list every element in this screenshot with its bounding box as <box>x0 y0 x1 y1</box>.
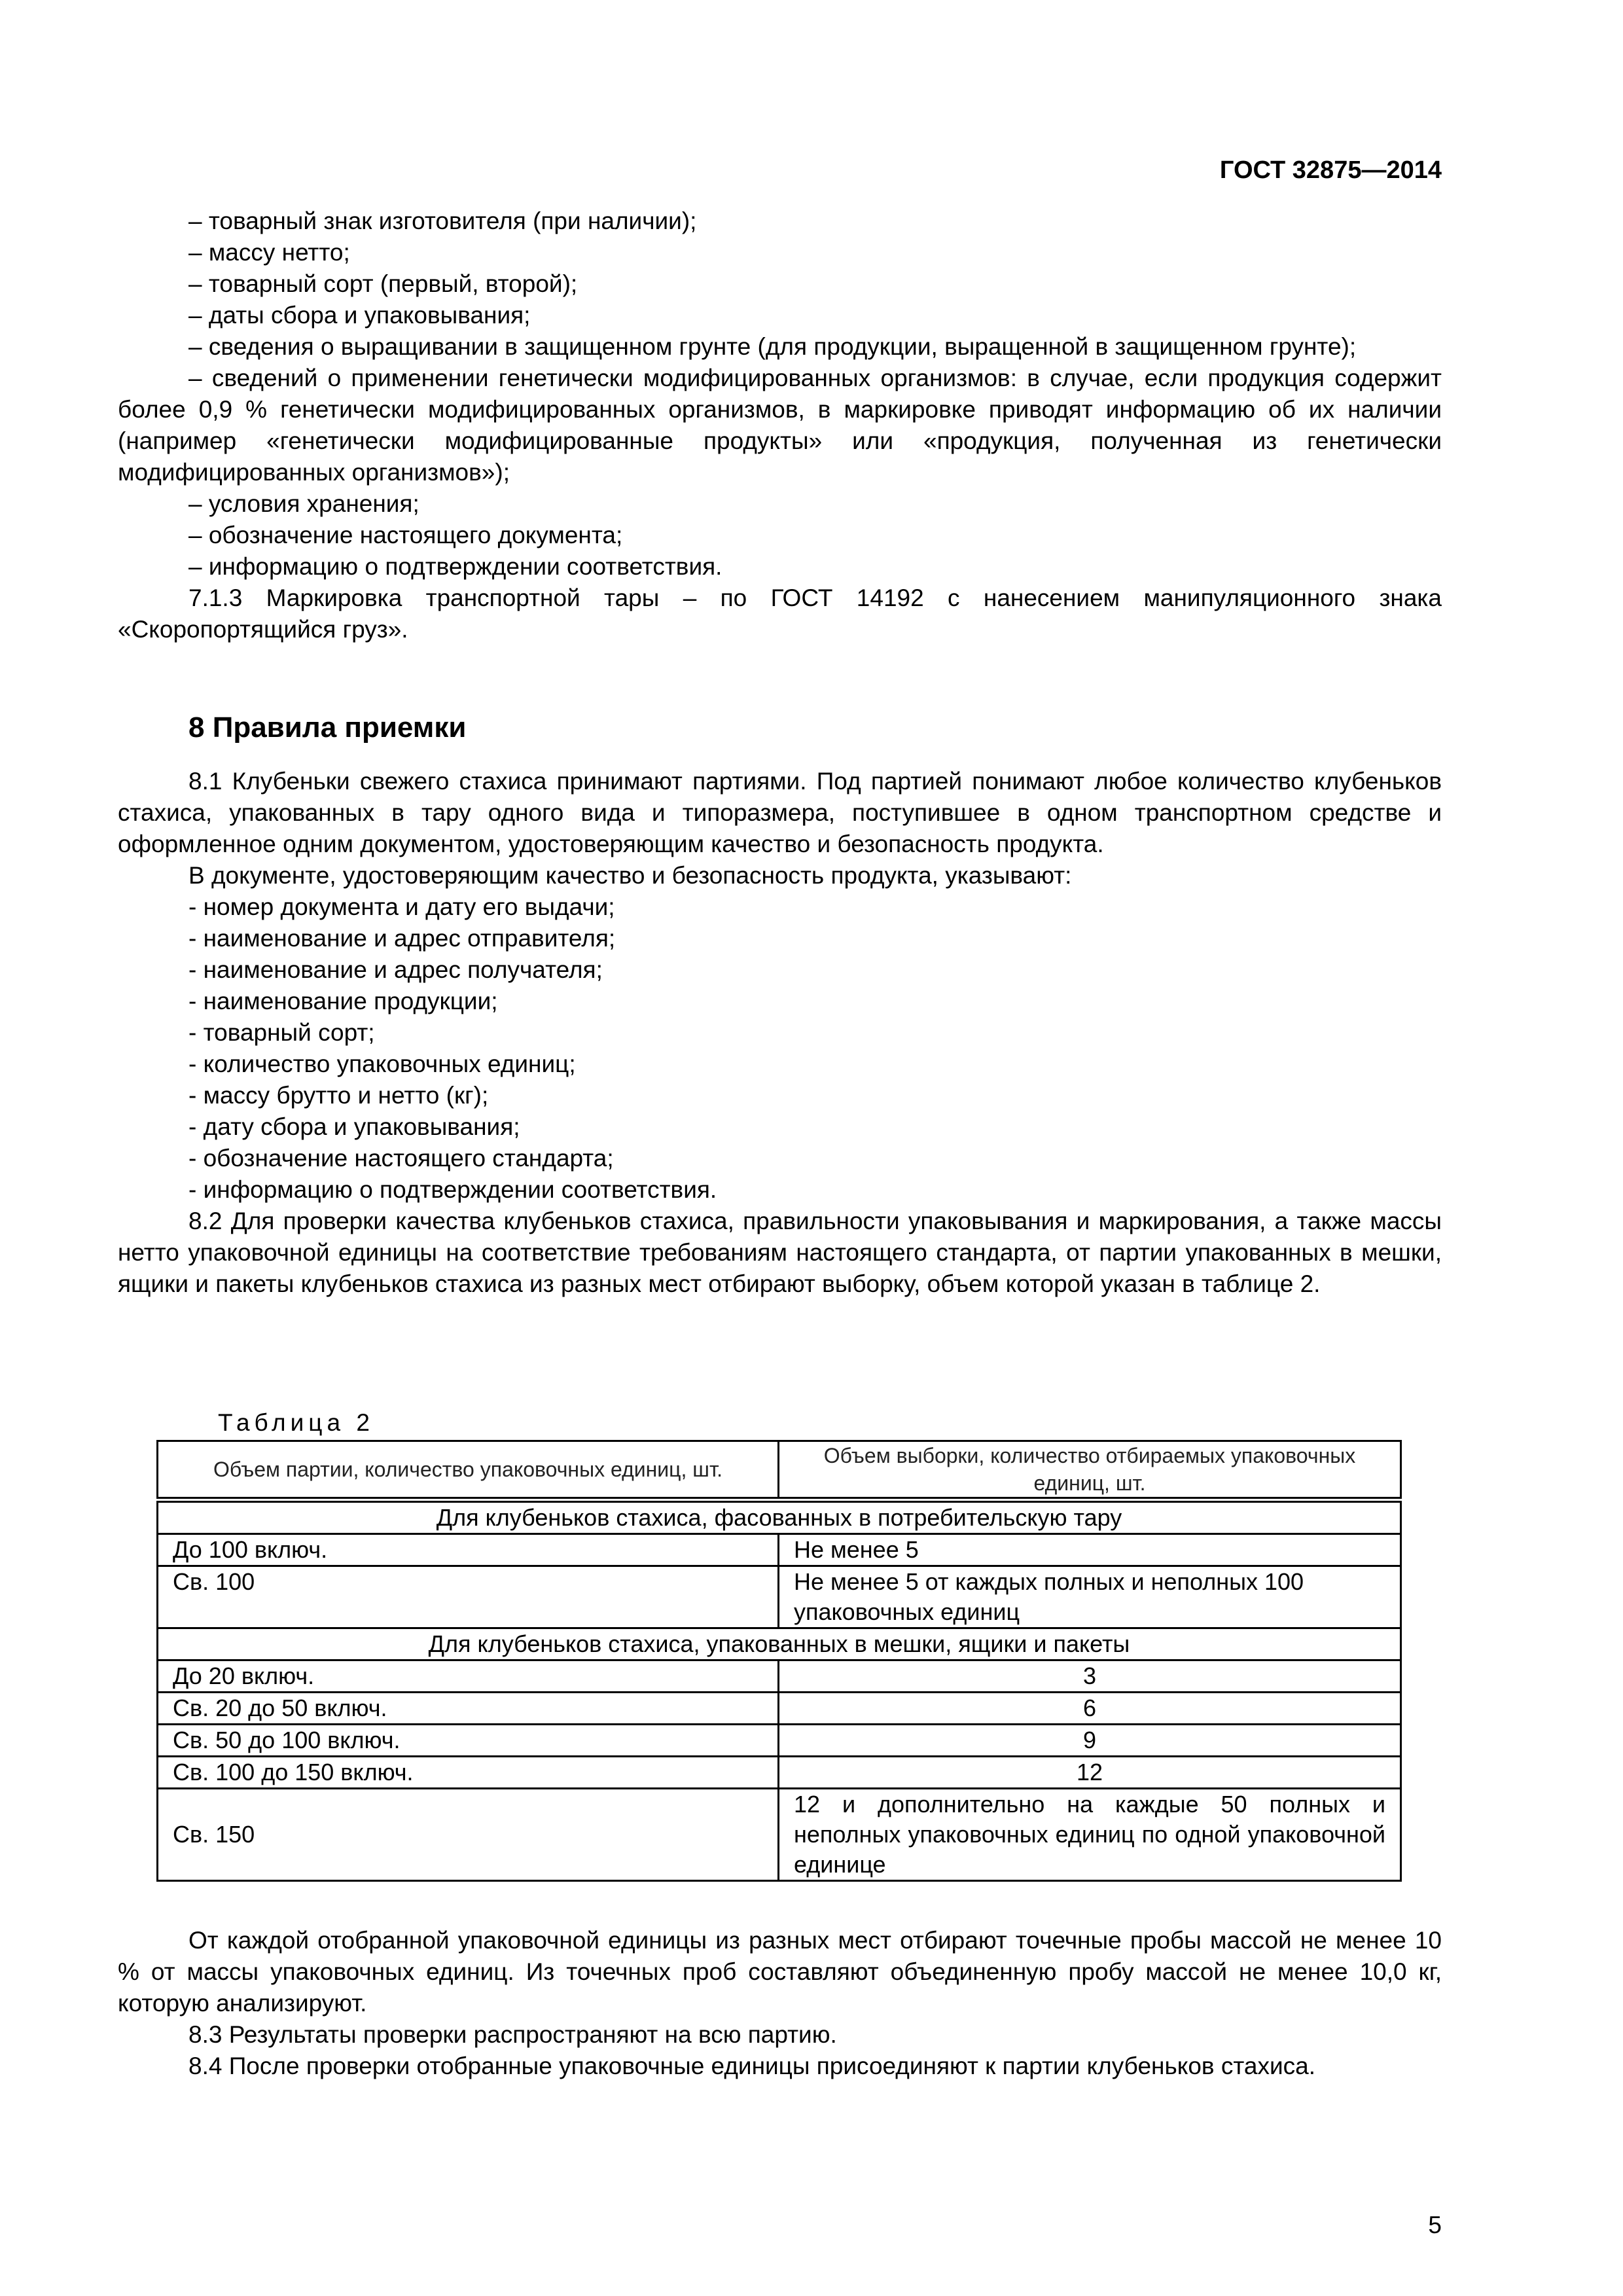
list-item: - информацию о подтверждении соответствия. <box>188 1176 717 1203</box>
cell: Св. 50 до 100 включ. <box>158 1725 779 1757</box>
cell: Св. 100 <box>158 1566 779 1628</box>
paragraph-sampling: От каждой отобранной упаковочной единицы из разных мест отбирают точечные пробы массой не менее 10 % от массы упаковочных единиц. Из точечных проб составляют объединенную пробу массой не менее 10,0 кг, которую анализируют. <box>118 1927 1442 2017</box>
section-7-continuation <box>118 206 1442 645</box>
list-item: - массу брутто и нетто (кг); <box>188 1082 489 1109</box>
cell: 12 и дополнительно на каждые 50 полных и неполных упаковочных единиц по одной упаковочной единице <box>779 1789 1401 1881</box>
list-item: – условия хранения; <box>188 490 419 517</box>
paragraph-7-1-3: 7.1.3 Маркировка транспортной тары – по ГОСТ 14192 с нанесением манипуляционного знака «Скоропортящийся груз». <box>118 584 1442 643</box>
column-header: Объем выборки, количество отбираемых упаковочных единиц, шт. <box>779 1441 1401 1500</box>
cell: Св. 150 <box>158 1789 779 1881</box>
table-row <box>158 1789 1401 1881</box>
group-label: Для клубеньков стахиса, фасованных в потребительскую тару <box>158 1500 1401 1534</box>
list-item: - обозначение настоящего стандарта; <box>188 1145 614 1172</box>
table-row <box>158 1660 1401 1693</box>
table-group-row <box>158 1628 1401 1660</box>
cell: 12 <box>779 1757 1401 1789</box>
list-item: – сведений о применении генетически модифицированных организмов: в случае, если продукция содержит более 0,9 % генетически модифицированных организмов, в маркировке приводят информацию об их наличии (например «генетически модифицированные продукты» или «продукция, полученная из генетически модифицированных организмов»); <box>118 365 1442 486</box>
list-item: – товарный знак изготовителя (при наличии); <box>188 207 697 234</box>
list-item: - номер документа и дату его выдачи; <box>188 893 615 920</box>
paragraph-8-3: 8.3 Результаты проверки распространяют на всю партию. <box>188 2021 837 2048</box>
cell: До 100 включ. <box>158 1534 779 1566</box>
page-number: 5 <box>1428 2212 1442 2238</box>
cell: Св. 100 до 150 включ. <box>158 1757 779 1789</box>
column-header: Объем партии, количество упаковочных единиц, шт. <box>158 1441 779 1500</box>
list-item: - наименование и адрес получателя; <box>188 956 603 983</box>
paragraph-8-4: 8.4 После проверки отобранные упаковочные единицы присоединяют к партии клубеньков стахиса. <box>188 2053 1315 2079</box>
cell: 3 <box>779 1660 1401 1693</box>
list-item: – сведения о выращивании в защищенном грунте (для продукции, выращенной в защищенном грунте); <box>188 333 1357 360</box>
table-row <box>158 1534 1401 1566</box>
paragraph-8-1: 8.1 Клубеньки свежего стахиса принимают партиями. Под партией понимают любое количество клубеньков стахиса, упакованных в тару одного вида и типоразмера, поступившее в одном транспортном средстве и оформленное одним документом, удостоверяющим качество и безопасность продукта. <box>118 768 1442 857</box>
list-item: - количество упаковочных единиц; <box>188 1050 576 1077</box>
cell: 6 <box>779 1693 1401 1725</box>
table-row <box>158 1757 1401 1789</box>
list-item: - дату сбора и упаковывания; <box>188 1113 520 1140</box>
cell: Не менее 5 от каждых полных и неполных 100 упаковочных единиц <box>779 1566 1401 1628</box>
cell: Св. 20 до 50 включ. <box>158 1693 779 1725</box>
list-item: - товарный сорт; <box>188 1019 375 1046</box>
list-item: – информацию о подтверждении соответствия. <box>188 553 722 580</box>
sampling-table <box>156 1440 1402 1882</box>
table-row <box>158 1725 1401 1757</box>
group-label: Для клубеньков стахиса, упакованных в мешки, ящики и пакеты <box>158 1628 1401 1660</box>
document-id-header: ГОСТ 32875—2014 <box>1219 156 1442 184</box>
table-row <box>158 1693 1401 1725</box>
table-header-row <box>158 1441 1401 1500</box>
list-item: - наименование продукции; <box>188 988 498 1014</box>
table-row <box>158 1566 1401 1628</box>
list-item: – обозначение настоящего документа; <box>188 522 623 548</box>
section-heading: 8 Правила приемки <box>188 711 467 744</box>
table-group-row <box>158 1500 1401 1534</box>
document-intro: В документе, удостоверяющим качество и безопасность продукта, указывают: <box>188 862 1072 889</box>
cell: Не менее 5 <box>779 1534 1401 1566</box>
list-item: – товарный сорт (первый, второй); <box>188 270 578 297</box>
table-caption: Таблица 2 <box>218 1409 374 1436</box>
cell: 9 <box>779 1725 1401 1757</box>
cell: До 20 включ. <box>158 1660 779 1693</box>
paragraph-8-2: 8.2 Для проверки качества клубеньков стахиса, правильности упаковывания и маркирования, а также массы нетто упаковочной единицы на соответствие требованиям настоящего стандарта, от партии упакованных в мешки, ящики и пакеты клубеньков стахиса из разных мест отбирают выборку, объем которой указан в таблице 2. <box>118 1208 1442 1297</box>
section-8-continued <box>118 1925 1442 2082</box>
section-8 <box>118 708 1442 1300</box>
list-item: – массу нетто; <box>188 239 350 266</box>
list-item: - наименование и адрес отправителя; <box>188 925 616 952</box>
list-item: – даты сбора и упаковывания; <box>188 302 531 329</box>
